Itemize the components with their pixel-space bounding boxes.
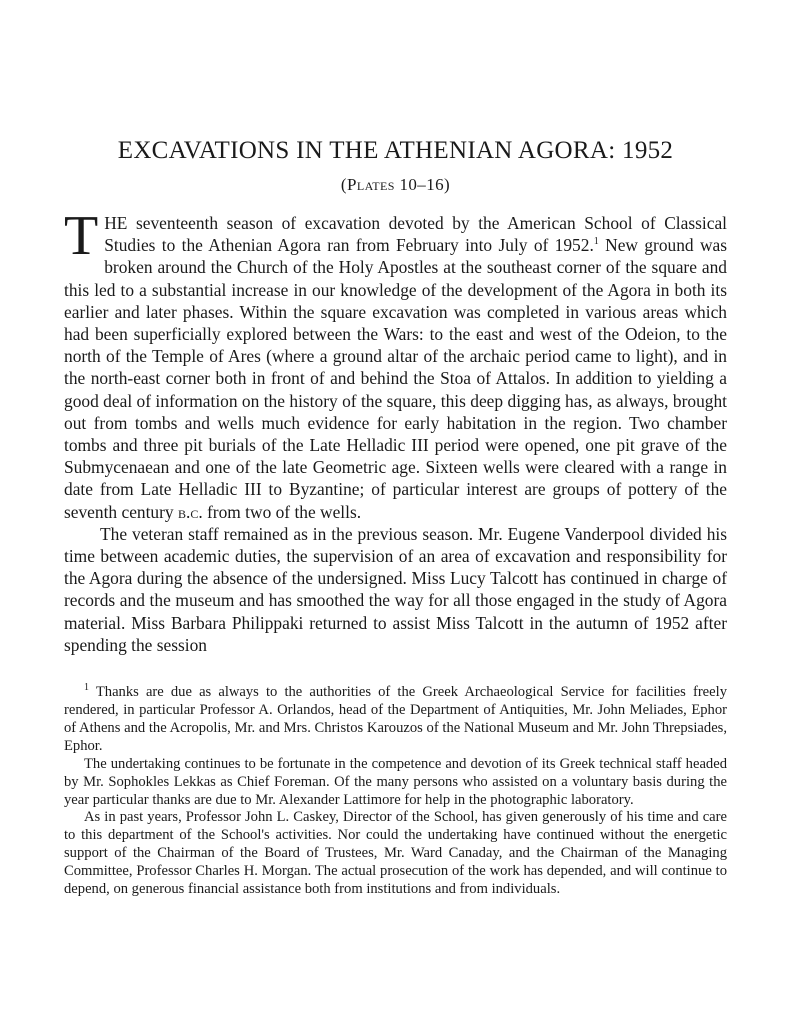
intro-text-b: New ground was broken around the Church of the Holy Apostles at the southeast corner of the square and this led to a substantial increase in our knowledge of the development of the Agora in both its earlier and later phases. Within the square excavation was completed in various areas which had been superficially explored between the Wars: to the east and west of the Odeion, to the north of the Temple of Ares (where a ground altar of the archaic period came to light), and in the north-east corner both in front of and behind the Stoa of Attalos. In addition to yielding a good deal of information on the history of the square, this deep digging has, as always, brought out from tombs and wells much evidence for early habitation in the region. Two chamber tombs and three pit burials of the Late Helladic III period were opened, one pit grave of the Submycenaean and one of the late Geometric age. Sixteen wells were cleared with a range in date from Late Helladic III to Byzantine; of particular interest are groups of pottery of the seventh century — [64, 235, 727, 522]
page — [64, 0, 727, 899]
footnote-marker: 1 — [84, 682, 89, 694]
staff-paragraph: The veteran staff remained as in the previous season. Mr. Eugene Vanderpool divided his time between academic duties, the supervision of an area of excavation and responsibility for the Agora during the absence of the undersigned. Miss Lucy Talcott has continued in charge of records and the museum and has smoothed the way for all those engaged in the study of Agora material. Miss Barbara Philippaki returned to assist Miss Talcott in the autumn of 1952 after spending the session — [64, 523, 727, 655]
footnotes — [64, 684, 727, 899]
footnote-1-text: Thanks are due as always to the authorities of the Greek Archaeological Service for facilities freely rendered, in particular Professor A. Orlandos, head of the Department of Antiquities, Mr. John Meliades, Ephor of Athens and the Acropolis, Mr. and Mrs. Christos Karouzos of the National Museum and Mr. John Threpsiades, Ephor. — [64, 684, 727, 754]
intro-text-a: HE seventeenth season of excavation devoted by the American School of Classical Studies to the Athenian Agora ran from February into July of 1952. — [104, 213, 727, 256]
footnote-1 — [64, 684, 727, 756]
footnote-reference[interactable]: 1 — [593, 236, 599, 248]
footnote-para-2: The undertaking continues to be fortunate in the competence and devotion of its Greek technical staff headed by Mr. Sophokles Lekkas as Chief Foreman. Of the many persons who assisted on a voluntary basis during the year particular thanks are due to Mr. Alexander Lattimore for help in the photographic laboratory. — [64, 755, 727, 808]
footnote-para-3: As in past years, Professor John L. Caskey, Director of the School, has given generously of his time and care to this department of the School's activities. Nor could the undertaking have continued without the energetic support of the Chairman of the Board of Trustees, Mr. Ward Canaday, and the Chairman of the Managing Committee, Professor Charles H. Morgan. The actual prosecution of the work has depended, and will continue to depend, on generous financial assistance both from institutions and from individuals. — [64, 809, 727, 898]
article-title: EXCAVATIONS IN THE ATHENIAN AGORA: 1952 — [117, 137, 674, 164]
intro-paragraph — [64, 205, 727, 523]
era-abbreviation: b.c. — [177, 501, 203, 522]
drop-cap: T — [64, 205, 99, 267]
plates-reference: (Plates 10–16) — [340, 175, 451, 194]
intro-text-c: from two of the wells. — [202, 501, 362, 522]
article-body — [64, 205, 727, 656]
